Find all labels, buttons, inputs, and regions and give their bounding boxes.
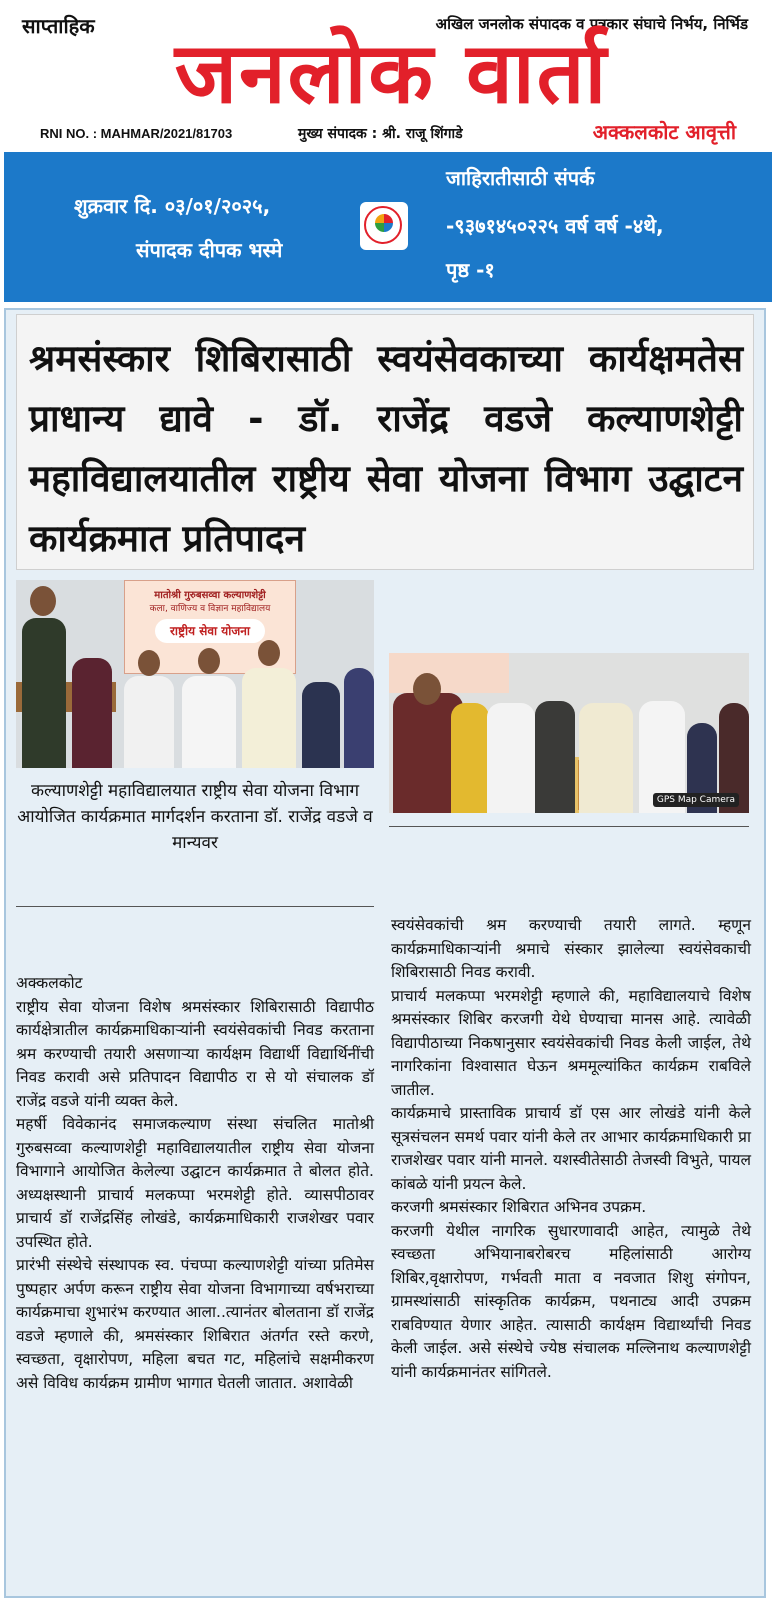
headline-box (16, 314, 754, 570)
guest-figure (579, 703, 633, 813)
issue-date: शुक्रवार दि. ०३/०१/२०२५, (74, 194, 271, 218)
article-column-right (391, 914, 751, 1384)
gps-watermark: GPS Map Camera (653, 793, 739, 807)
guest-figure (487, 703, 535, 813)
guest-figure (535, 701, 575, 813)
student-figure (344, 668, 374, 768)
ad-contact-phone: -९३७१४५०२२५ वर्ष वर्ष -४थे, (446, 214, 664, 238)
guest-head (138, 650, 160, 676)
speaker-figure (22, 618, 66, 768)
banner-fragment (389, 653, 509, 693)
guest-head (198, 648, 220, 674)
masthead (0, 0, 776, 148)
logo-center (375, 214, 393, 232)
tagline: अखिल जनलोक संपादक व पत्रकार संघाचे निर्भय, निर्भिड (435, 15, 748, 33)
banner-title: राष्ट्रीय सेवा योजना (155, 619, 265, 643)
paragraph: कार्यक्रमाचे प्रास्ताविक प्राचार्य डॉ एस आर लोखंडे यांनी केले सूत्रसंचलन समर्थ पवार यांनी केले तर आभार कार्यक्रमाधिकारी प्रा राजशेखर पवार यांनी मानले. यशस्वीतेसाठी तेजस्वी विभुते, पायल कांबळे यांनी प्रयत्न केले. (391, 1104, 751, 1193)
info-bar (4, 152, 772, 302)
ad-contact-label: जाहिरातीसाठी संपर्क (446, 166, 595, 190)
editor-name: संपादक दीपक भस्मे (136, 238, 283, 262)
event-photo-group (389, 653, 749, 813)
student-figure (451, 703, 489, 813)
chief-editor: मुख्य संपादक : श्री. राजू शिंगाडे (298, 126, 463, 142)
dateline: अक्कलकोट (16, 974, 83, 992)
paragraph: प्राचार्य मलकप्पा भरमशेट्टी म्हणाले की, महाविद्यालयाचे विशेष श्रमसंस्कार शिबिर करजगी येथे घेण्याचा मानस आहे. त्यावेळी विद्यापीठाच्या निकषानुसार स्वयंसेवकांची निवड केली जाईल, तेथे नागरिकांना विश्वासात घेऊन श्रममूल्यांकित कार्यक्रम राबविले जातील. (391, 986, 751, 1099)
article-area (4, 308, 766, 1598)
rni-number: RNI NO. : MAHMAR/2021/81703 (40, 126, 233, 141)
newspaper-name: जनलोक वार्ता (174, 24, 609, 122)
paragraph: करजगी येथील नागरिक सुधारणावादी आहेत, त्यामुळे तेथे स्वच्छता अभियानाबरोबरच महिलांसाठी आरोग्य शिबिर,वृक्षारोपण, गर्भवती माता व नवजात शिशु संगोपन, ग्रामस्थांसाठी सांस्कृतिक कार्यक्रम, पथनाट्य आदी उपक्रम राबविण्यात येणार आहेत. त्यासाठी कार्यक्षम विद्यार्थ्यांची निवड केली जाईल. असे संस्थेचे ज्येष्ठ संचालक मल्लिनाथ कल्याणशेट्टी यांनी कार्यक्रमानंतर सांगितले. (391, 1221, 751, 1381)
press-logo-icon (360, 202, 408, 250)
article-headline: श्रमसंस्कार शिबिरासाठी स्वयंसेवकाच्या कार्यक्षमतेस प्राधान्य द्यावे - डॉ. राजेंद्र वडजे कल्याणशेट्टी महाविद्यालयातील राष्ट्रीय सेवा योजना विभाग उद्घाटन कार्यक्रमात प्रतिपादन (29, 337, 743, 560)
subheading: करजगी श्रमसंस्कार शिबिरात अभिनव उपक्रम. (391, 1198, 647, 1216)
column-divider (16, 906, 374, 907)
photo-caption: कल्याणशेट्टी महाविद्यालयात राष्ट्रीय सेवा योजना विभाग आयोजित कार्यक्रमात मार्गदर्शन करताना डॉ. राजेंद्र वडजे व मान्यवर (17, 781, 373, 853)
student-figure (302, 682, 340, 768)
paragraph: स्वयंसेवकांची श्रम करण्याची तयारी लागते. म्हणून कार्यक्रमाधिकाऱ्यांनी श्रमाचे संस्कार झालेल्या स्वयंसेवकाची शिबिरासाठी निवड करावी. (391, 916, 751, 981)
banner-college: मातोश्री गुरुबसव्वा कल्याणशेट्टी (154, 590, 266, 601)
paragraph: महर्षी विवेकानंद समाजकल्याण संस्था संचलित मातोश्री गुरुबसव्वा कल्याणशेट्टी महाविद्यालयातील राष्ट्रीय सेवा योजना विभागाने आयोजित केलेल्या उद्घाटन कार्यक्रमात ते बोलत होते. अध्यक्षस्थानी प्राचार्य मलकप्पा भरमशेट्टी होते. व्यासपीठावर प्राचार्य डॉ राजेंद्रसिंह लोखंडे, कार्यक्रमाधिकारी राजशेखर पवार उपस्थित होते. (16, 1115, 374, 1251)
speaker-head (30, 586, 56, 616)
edition-label: अक्कलकोट आवृत्ती (592, 120, 736, 144)
guest-figure (124, 676, 174, 768)
column-divider (389, 826, 749, 827)
paragraph: राष्ट्रीय सेवा योजना विशेष श्रमसंस्कार शिबिरासाठी विद्यापीठ कार्यक्षेत्रातील कार्यक्रमाधिकाऱ्यांनी स्वयंसेवकांची निवड करताना श्रम करण्याची तयारी असणाऱ्या कार्यक्षम विद्यार्थी विद्यार्थिनींची निवड करावी असे प्रतिपादन विद्यापीठ रा से यो संचालक डॉ राजेंद्र वडजे यांनी व्यक्त केले. (16, 997, 374, 1110)
student-head (413, 673, 441, 705)
article-column-left (16, 972, 374, 1395)
weekly-label: साप्ताहिक (22, 14, 95, 38)
guest-figure (182, 676, 236, 768)
page-number: पृष्ठ -१ (446, 258, 495, 282)
banner-subtitle: कला, वाणिज्य व विज्ञान महाविद्यालय (149, 604, 271, 614)
guest-head (258, 640, 280, 666)
event-photo-stage (16, 580, 374, 768)
guest-figure (242, 668, 296, 768)
guest-figure (72, 658, 112, 768)
paragraph: प्रारंभी संस्थेचे संस्थापक स्व. पंचप्पा कल्याणशेट्टी यांच्या प्रतिमेस पुष्पहार अर्पण करून राष्ट्रीय सेवा योजना विभागाच्या वर्षभराच्या कार्यक्रमाचा शुभारंभ करण्यात आला..त्यानंतर बोलताना डॉ राजेंद्र वडजे म्हणाले की, श्रमसंस्कार शिबिरात अंतर्गत रस्ते करणे, स्वच्छता, वृक्षारोपण, महिला बचत गट, महिलांचे सक्षमीकरण असे विविध कार्यक्रम ग्रामीण भागात घेतली जातात. अशावेळी (16, 1256, 374, 1392)
